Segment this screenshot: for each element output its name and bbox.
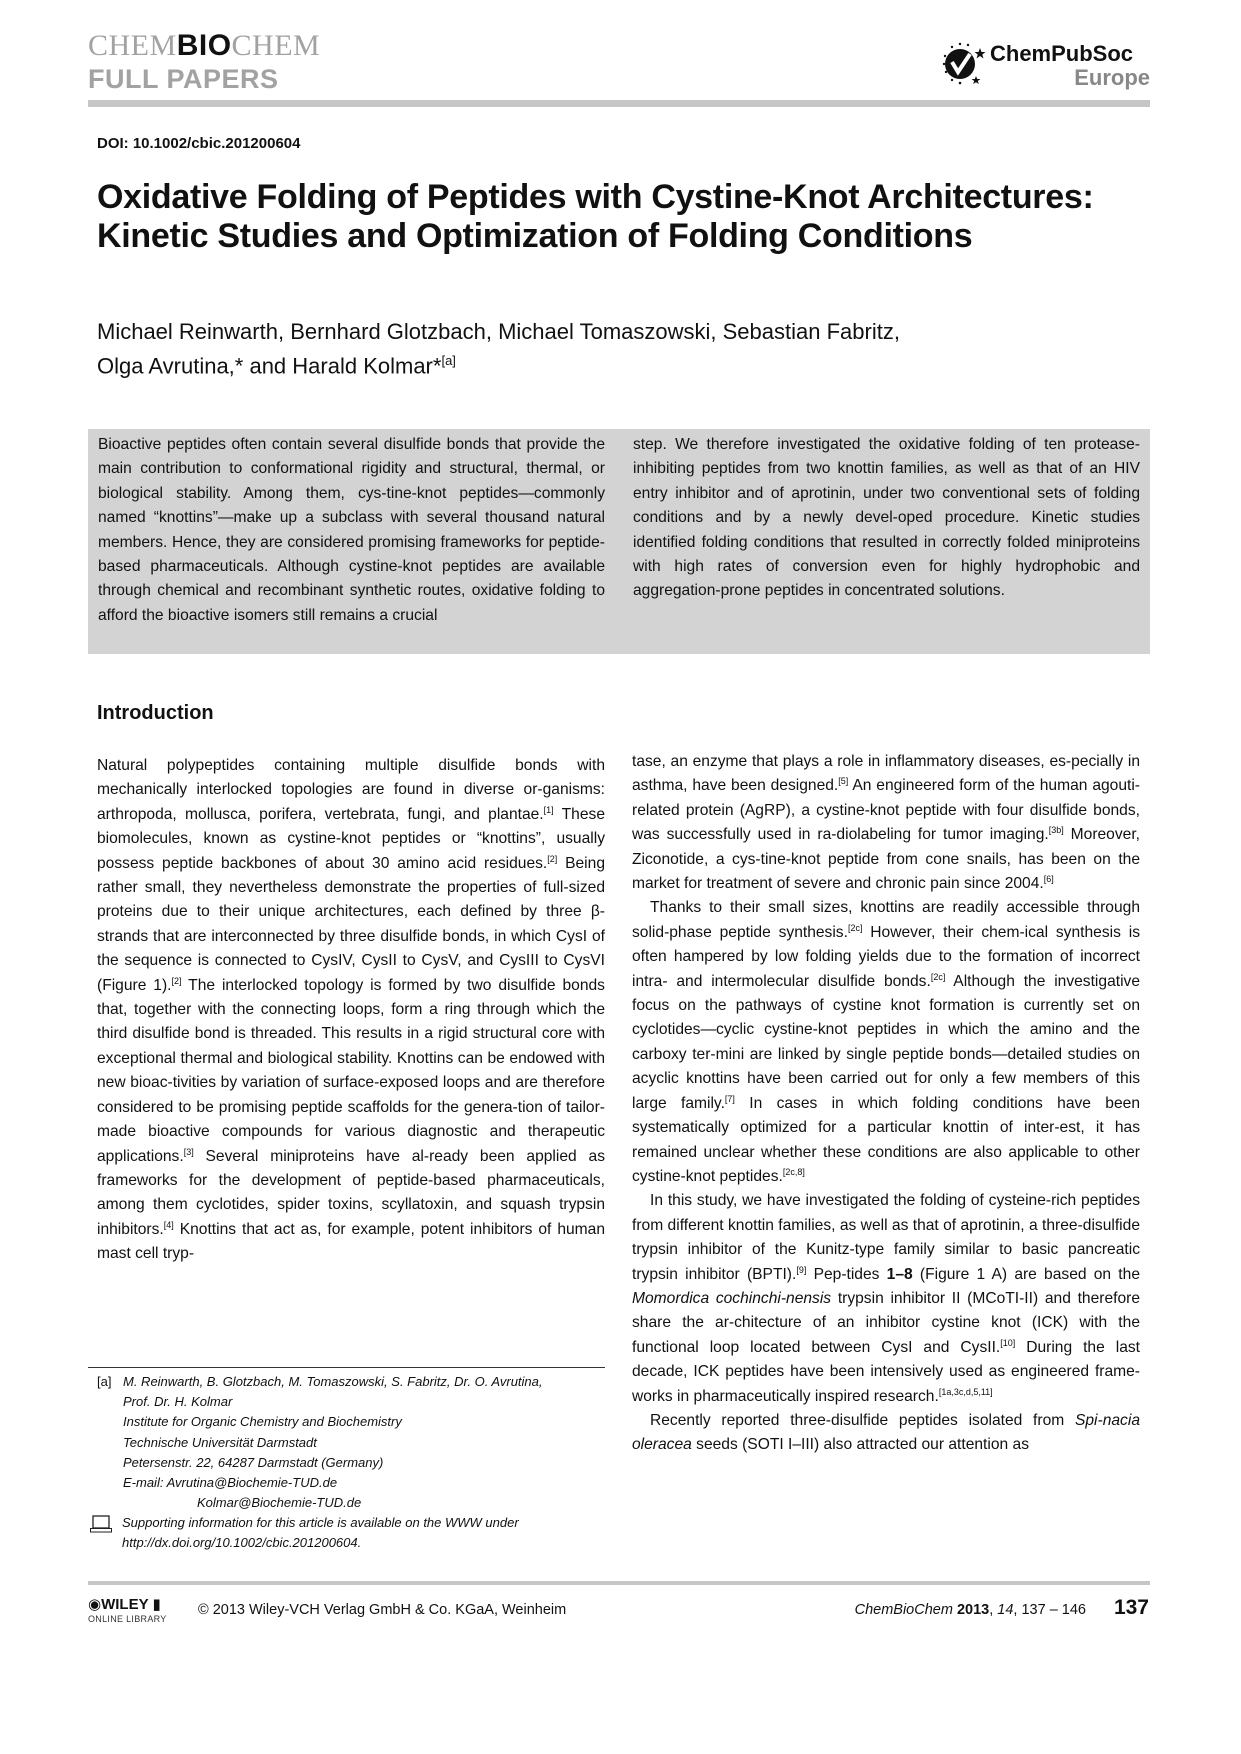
footnote-authors: M. Reinwarth, B. Glotzbach, M. Tomaszowski, S. Fabritz, Dr. O. Avrutina, (123, 1374, 543, 1389)
text-run: (Figure 1 A) are based on the (912, 1265, 1140, 1283)
publisher-branding (940, 38, 1150, 93)
citation-journal: ChemBioChem (854, 1602, 953, 1618)
computer-icon (90, 1515, 112, 1533)
citation-ref[interactable]: [5] (838, 776, 849, 787)
supporting-info-note (90, 1513, 620, 1553)
citation-ref[interactable]: [4] (163, 1219, 174, 1230)
authors-line-2-text: Olga Avrutina,* and Harald Kolmar* (97, 353, 442, 379)
text-run: These biomolecules, known as cystine-knot peptides or “knottins”, usually possess peptide backbones of about 30 amino acid residues. (97, 805, 605, 872)
citation-ref[interactable]: [2c] (930, 971, 946, 982)
citation-volume: 14 (997, 1602, 1014, 1618)
text-run: Thanks to their small sizes, knottins are readily accessible through solid-phase peptide synthesis. (632, 899, 1140, 941)
citation-ref[interactable]: [1] (543, 804, 554, 815)
supporting-info-link[interactable]: http://dx.doi.org/10.1002/cbic.201200604. (122, 1535, 362, 1550)
wiley-emblem-icon: ◉ (88, 1596, 102, 1613)
page-number: 137 (1113, 1596, 1149, 1619)
abstract-left-column: Bioactive peptides often contain several disulfide bonds that provide the main contribution to conformational rigidity and structural, thermal, or biological stability. Among them, cys-tine-knot peptides—commonly named “knottins”—make up a subclass with several thousand natural members. Hence, they are considered promising frameworks for peptide-based pharmaceuticals. Although cystine-knot peptides are available through chemical and recombinant synthetic routes, oxidative folding to afford the bioactive isomers still remains a crucial (98, 436, 605, 624)
wiley-name: WILEY (101, 1596, 149, 1613)
citation-ref[interactable]: [9] (796, 1264, 807, 1275)
text-run: Recently reported three-disulfide peptides isolated from (650, 1411, 1075, 1429)
journal-citation: ChemBioChem 2013, 14, 137 – 146 (854, 1602, 1086, 1618)
citation-ref[interactable]: [6] (1043, 873, 1054, 884)
citation-ref[interactable]: [2] (547, 853, 558, 864)
citation-year: 2013 (956, 1602, 990, 1618)
text-run: Being rather small, they nevertheless demonstrate the properties of full-sized proteins due to their unique architectures, each defined by three β-strands that are interconnected by three disulfide bonds, in which CysI of the sequence is connected to CysIV, CysII to CysV, and CysIII to CysVI (Figure 1). (97, 854, 605, 994)
wiley-sub-text: ONLINE LIBRARY (88, 1614, 167, 1624)
body-right-column (632, 750, 1140, 1458)
journal-title-prefix: CHEM (88, 29, 177, 62)
citation-ref[interactable]: [10] (1000, 1337, 1016, 1348)
wiley-online-library-logo (88, 1597, 188, 1631)
intro-paragraph-2 (632, 896, 1140, 1189)
affiliation-footnote (97, 1372, 617, 1513)
citation-ref[interactable]: [3b] (1048, 825, 1064, 836)
text-run: trypsin inhibitor II (MCoTI-II) and therefore share the ar-chitecture of an inhibitor cystine knot (ICK) with the functional loop located between CysI and CysII. (632, 1289, 1140, 1356)
publisher-name: ChemPubSoc (990, 41, 1134, 66)
text-run: In this study, we have investigated the folding of cysteine-rich peptides from different knottin families, as well as that of aprotinin, a three-disulfide trypsin inhibitor of the Kunitz-type family similar to basic pancreatic trypsin inhibitor (BPTI). (632, 1192, 1140, 1283)
footnote-authors-cont: Prof. Dr. H. Kolmar (123, 1394, 233, 1410)
text-run: Pep-tides (806, 1265, 887, 1283)
journal-title-bio: BIO (176, 29, 232, 62)
affiliation-marker[interactable]: [a] (441, 353, 456, 368)
text-run: seeds (SOTI I–III) also attracted our attention as (691, 1436, 1029, 1454)
species-name: Spi-nacia oleracea (632, 1411, 1140, 1454)
footnote-body (123, 1372, 617, 1513)
intro-paragraph-1 (97, 754, 605, 1267)
article-doi[interactable]: DOI: 10.1002/cbic.201200604 (97, 135, 301, 152)
text-run: In cases in which folding conditions have been systematically optimized for a particular knottin of inter-est, it has remained unclear whether these conditions are also applicable to other cystine-knot peptides. (632, 1094, 1140, 1185)
citation-ref[interactable]: [2c] (847, 922, 863, 933)
author-list (97, 317, 1097, 380)
journal-title (88, 30, 320, 62)
introduction-heading: Introduction (97, 702, 214, 724)
text-run: tase, an enzyme that plays a role in inflammatory diseases, es-pecially in asthma, have been designed. (632, 753, 1140, 795)
text-run: Although the investigative focus on the pathways of cystine knot formation is currently set on cyclotides—cyclic cystine-knot peptides in which the amino and the carboxy ter-mini are linked by single peptide bonds—detailed studies on acyclic knottins have been carried out for only a few members of this large family. (632, 972, 1141, 1112)
footnote-university: Technische Universität Darmstadt (123, 1434, 317, 1450)
citation-ref[interactable]: [2c,8] (782, 1166, 805, 1177)
text-run: Natural polypeptides containing multiple disulfide bonds with mechanically interlocked topologies are found in diverse or-ganisms: arthropoda, mollusca, porifera, vertebrata, fungi, and plantae. (97, 757, 605, 823)
chempubsoc-logo-icon (940, 40, 988, 88)
citation-ref[interactable]: [1a,3c,d,5,11] (938, 1386, 993, 1397)
publisher-region: Europe (1074, 65, 1150, 90)
authors-line-1: Michael Reinwarth, Bernhard Glotzbach, Michael Tomaszowski, Sebastian Fabritz, (97, 319, 900, 344)
body-left-column (97, 754, 605, 1267)
footnote-email-1[interactable]: E-mail: Avrutina@Biochemie-TUD.de (123, 1475, 338, 1491)
footnote-address: Petersenstr. 22, 64287 Darmstadt (Germany) (123, 1454, 384, 1470)
abstract-box (88, 429, 1150, 654)
compound-numbers: 1–8 (886, 1265, 913, 1283)
text-run: The interlocked topology is formed by two disulfide bonds that, together with the connecting loops, form a ring through which the third disulfide bond is threaded. This results in a rigid structural core with exceptional thermal and biological stability. Knottins can be endowed with new bioac-tivities by variation of surface-exposed loops and are therefore considered to be promising peptide scaffolds for the genera-tion of tailor-made bioactive compounds for various diagnostic and therapeutic applications. (97, 976, 605, 1165)
text-run: Moreover, Ziconotide, a cys-tine-knot peptide from cone snails, has been on the market for treatment of severe and chronic pain since 2004. (632, 826, 1140, 893)
text-run: Knottins that act as, for example, potent inhibitors of human mast cell tryp- (97, 1220, 605, 1263)
intro-paragraph-3 (632, 1189, 1140, 1409)
article-title: Oxidative Folding of Peptides with Cystine-Knot Architectures: Kinetic Studies and Optimization of Folding Conditions (97, 178, 1094, 255)
footnote-label: [a] (97, 1374, 112, 1389)
citation-pages: 137 – 146 (1021, 1602, 1086, 1618)
footer-divider (88, 1581, 1150, 1585)
intro-paragraph-4 (632, 1409, 1140, 1458)
text-run: During the last decade, ICK peptides have been intensively used as engineered frame-works in pharmaceutically inspired research. (632, 1338, 1140, 1405)
text-run: However, their chem-ical synthesis is often hampered by low folding yields due to the formation of incorrect intra- and intermolecular disulfide bonds. (632, 923, 1140, 990)
footnote-email-2[interactable]: Kolmar@Biochemie-TUD.de (197, 1495, 362, 1511)
citation-ref[interactable]: [7] (724, 1093, 735, 1104)
copyright-notice: © 2013 Wiley-VCH Verlag GmbH & Co. KGaA, Weinheim (198, 1602, 567, 1618)
header-divider (88, 100, 1150, 107)
supporting-info-text: Supporting information for this article is available on the WWW under (122, 1515, 519, 1530)
books-icon: ▮ (148, 1596, 161, 1613)
journal-title-suffix: CHEM (231, 29, 321, 62)
wiley-logo-text (88, 1597, 188, 1613)
footnote-divider (88, 1367, 605, 1368)
species-name: Momordica cochinchi-nensis (632, 1289, 832, 1307)
citation-ref[interactable]: [3] (183, 1146, 194, 1157)
abstract-right-column: step. We therefore investigated the oxidative folding of ten protease-inhibiting peptides from two knottin families, as well as that of an HIV entry inhibitor and of aprotinin, under two conventional sets of folding conditions and by a newly devel-oped procedure. Kinetic studies identified folding conditions that resulted in correctly folded miniproteins with high rates of conversion even for highly hydrophobic and aggregation-prone peptides in concentrated solutions. (633, 436, 1140, 600)
intro-paragraph-1-cont (632, 750, 1140, 896)
section-label: FULL PAPERS (88, 64, 279, 94)
text-run: Several miniproteins have al-ready been applied as frameworks for the development of peptide-based pharmaceuticals, among them cyclotides, spider toxins, scyllatoxin, and squash trypsin inhibitors. (97, 1147, 605, 1238)
citation-ref[interactable]: [2] (171, 975, 182, 986)
authors-line-2 (97, 346, 1097, 380)
footnote-institute: Institute for Organic Chemistry and Biochemistry (123, 1414, 402, 1430)
text-run: An engineered form of the human agouti-related protein (AgRP), a cystine-knot peptide with four disulfide bonds, was successfully used in ra-diolabeling for tumor imaging. (632, 777, 1140, 844)
